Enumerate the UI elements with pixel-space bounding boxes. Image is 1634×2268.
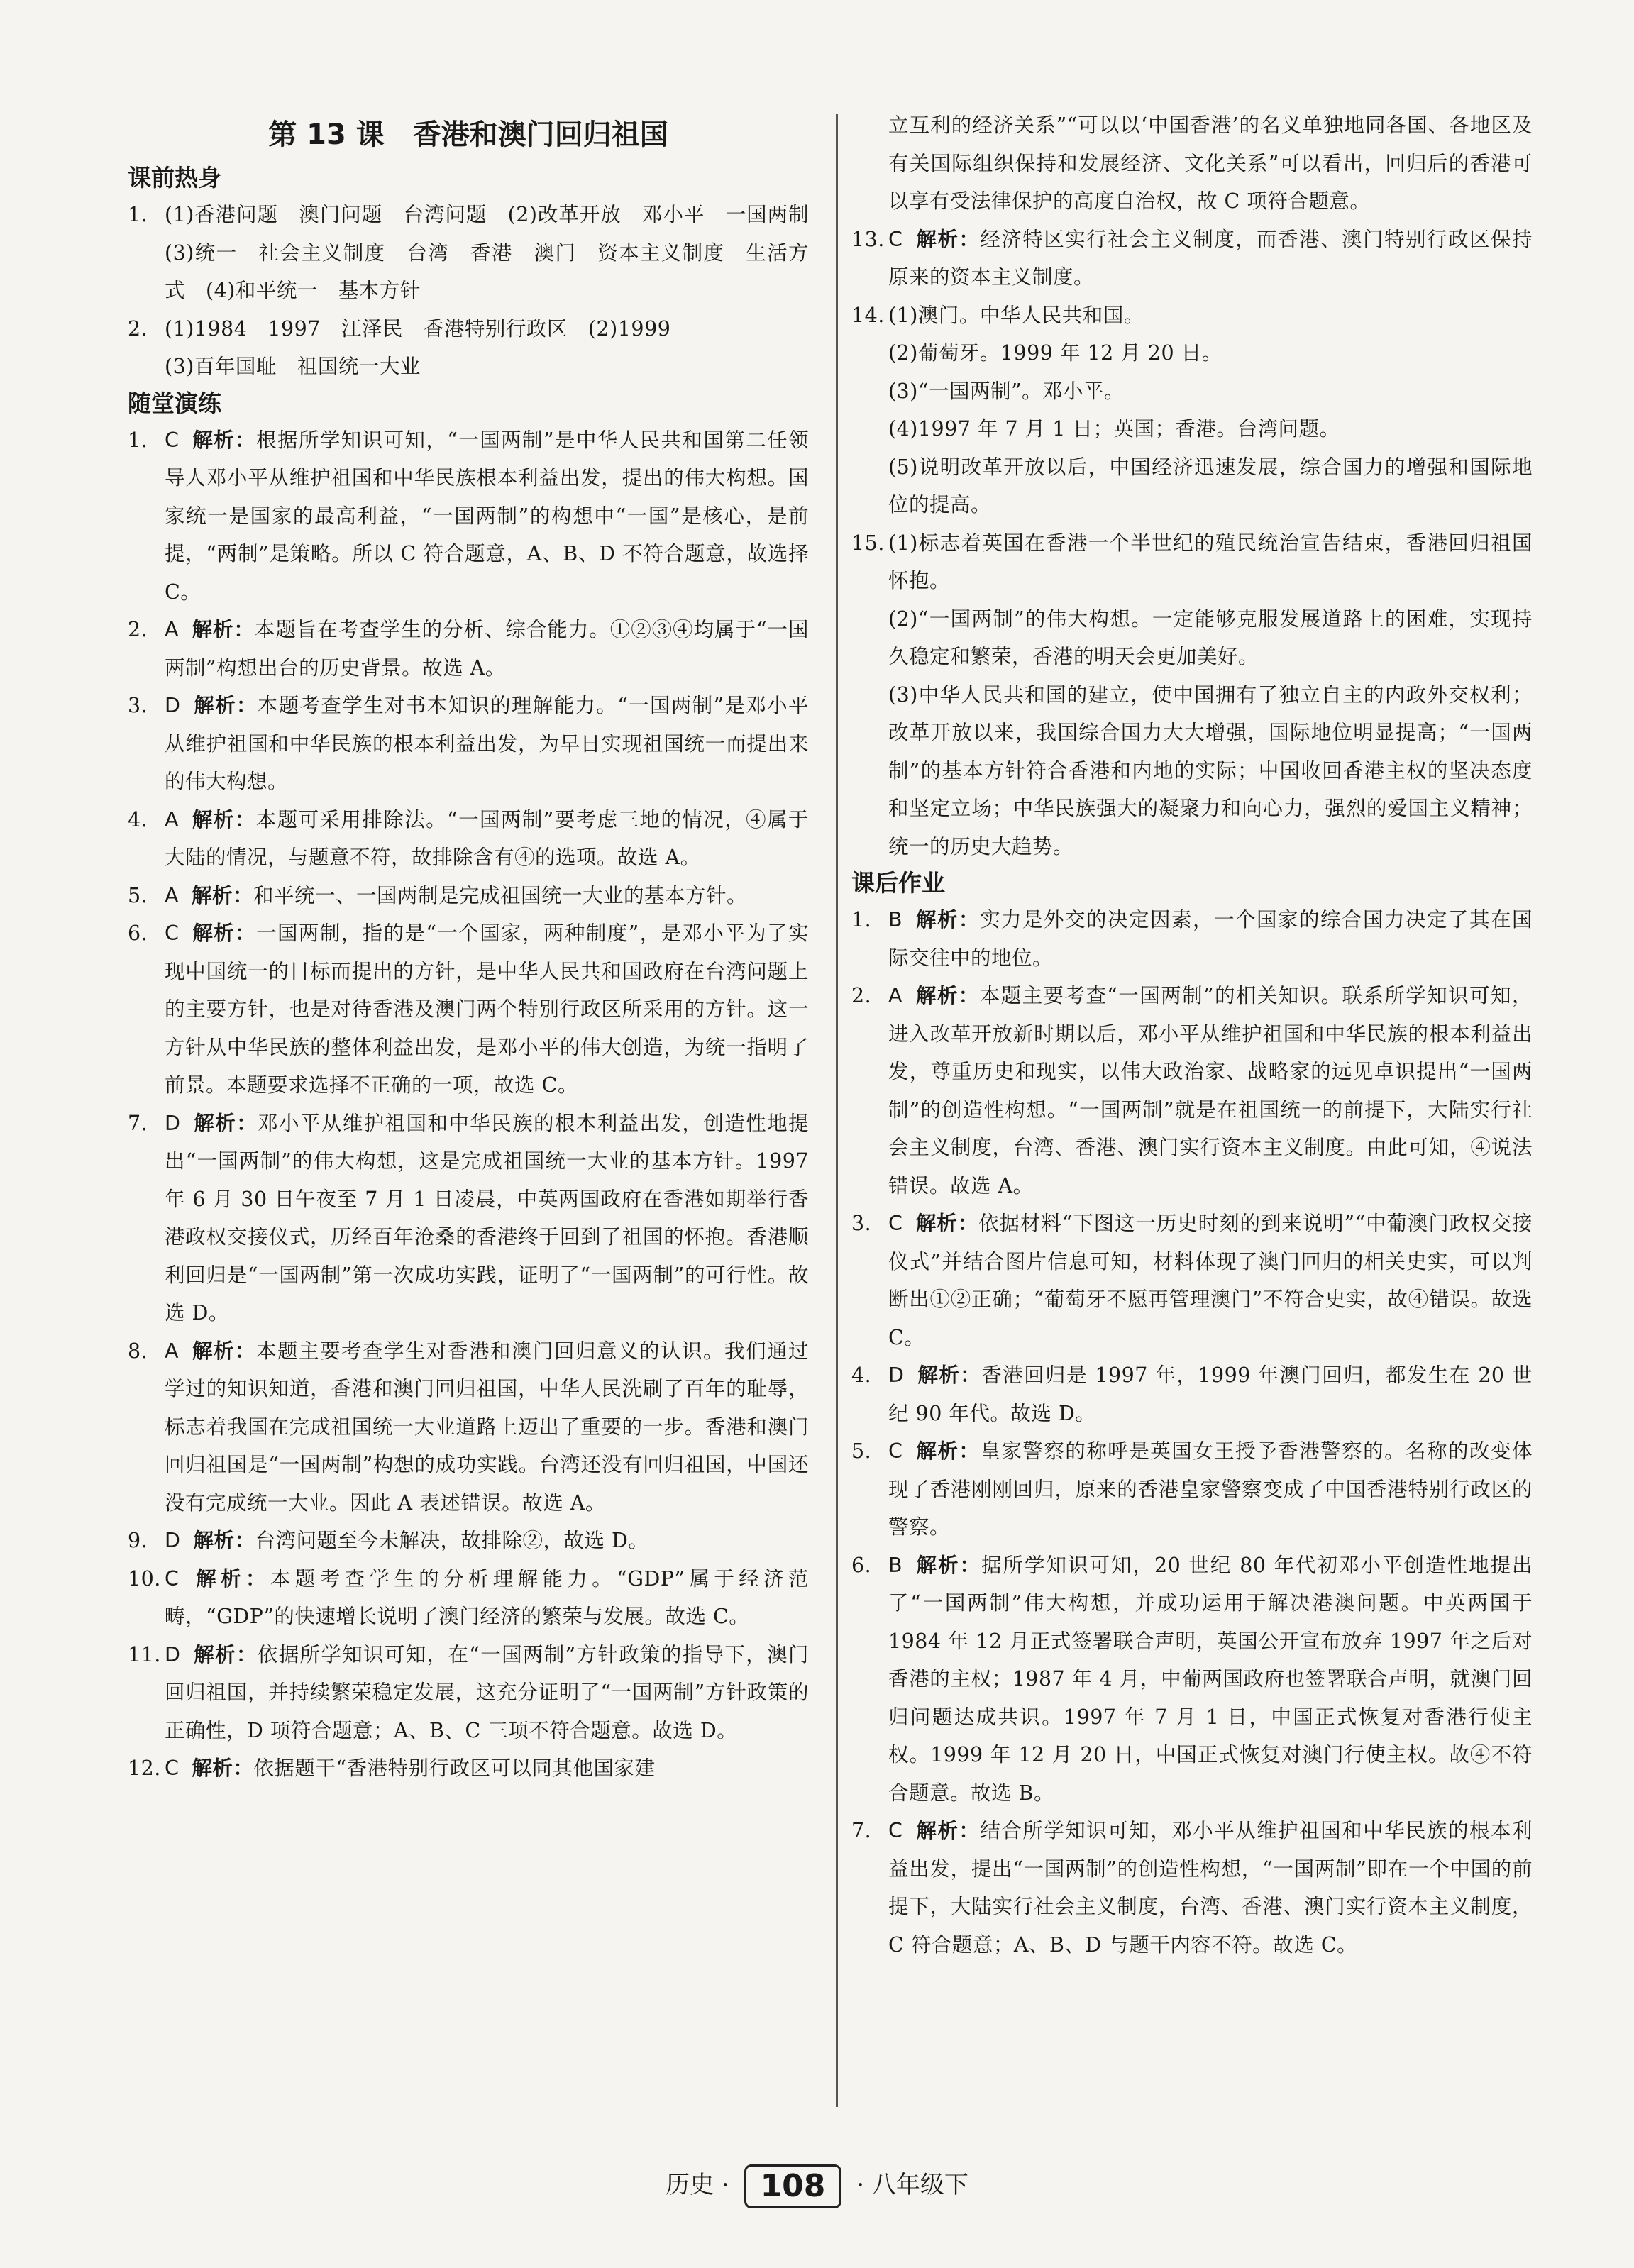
answer-part: (3)“一国两制”。邓小平。: [888, 379, 1125, 403]
analysis-text: 本题主要考查学生对香港和澳门回归意义的认识。我们通过学过的知识知道，香港和澳门回归祖国，中华人民洗刷了百年的耻辱，标志着我国在完成祖国统一大业道路上迈出了重要的一步。香港和澳门回归祖国是“一国两制”构想的成功实践。台湾还没有回归祖国，中国还没有完成统一大业。因此 A 表述错误。故选 A。: [165, 1339, 809, 1515]
section-heading-homework: 课后作业: [851, 869, 945, 897]
answer-item: [128, 1332, 809, 1522]
in-class-answer-list: [128, 421, 809, 1788]
analysis-label: 解析：: [192, 807, 256, 831]
analysis-text: 香港回归是 1997 年，1999 年澳门回归，都发生在 20 世纪 90 年代。故选 D。: [888, 1363, 1533, 1425]
answer-part: (3)中华人民共和国的建立，使中国拥有了独立自主的内政外交权利；改革开放以来，我国综合国力大大增强，国际地位明显提高；“一国两制”的基本方针符合香港和内地的实际；中国收回香港主权的坚决态度和坚定立场；中华民族强大的凝聚力和向心力，强烈的爱国主义精神；统一的历史大趋势。: [888, 682, 1533, 858]
answer-number: 2.: [851, 984, 872, 1007]
answer-item: [128, 611, 809, 687]
analysis-text: 邓小平从维护祖国和中华民族的根本利益出发，创造性地提出“一国两制”的伟大构想，这是完成祖国统一大业的基本方针。1997 年 6 月 30 日午夜至 7 月 1 日凌晨，中英两国政府在香港如期举行香港政权交接仪式，历经百年沧桑的香港终于回到了祖国的怀抱。香港顺利回归是“一国两制”第一次成功实践，证明了“一国两制”的可行性。故选 D。: [165, 1111, 809, 1324]
analysis-label: 解析：: [915, 227, 981, 251]
question-14: [851, 297, 1533, 524]
answer-number: 12.: [128, 1757, 161, 1780]
analysis-text: 本题旨在考查学生的分析、综合能力。①②③④均属于“一国两制”构想出台的历史背景。故选 A。: [165, 618, 809, 680]
answer-number: 10.: [128, 1566, 161, 1591]
answer-number: 3.: [128, 694, 148, 717]
analysis-text: 结合所学知识可知，邓小平从维护祖国和中华民族的根本利益出发，提出“一国两制”的创造性构想，“一国两制”即在一个中国的前提下，大陆实行社会主义制度，台湾、香港、澳门实行资本主义制度，C 符合题意；A、B、D 与题干内容不符。故选 C。: [888, 1819, 1533, 1957]
question-15: [851, 524, 1533, 866]
answer-letter: D: [165, 1529, 181, 1552]
answer-number: 13.: [851, 227, 885, 251]
analysis-label: 解析：: [917, 1363, 982, 1387]
page-footer: [0, 2164, 1634, 2208]
answer-letter: D: [165, 694, 181, 717]
answer-item: [128, 877, 809, 915]
analysis-text: 本题考查学生的分析理解能力。“GDP”属于经济范畴，“GDP”的快速增长说明了澳门经济的繁荣与发展。故选 C。: [165, 1566, 809, 1628]
analysis-label: 解析：: [192, 922, 257, 945]
analysis-label: 解析：: [915, 984, 980, 1007]
analysis-label: 解析：: [915, 1819, 981, 1842]
answer-number: 4.: [851, 1363, 872, 1387]
answer-letter: D: [165, 1111, 181, 1135]
answer-item: [128, 1560, 809, 1636]
analysis-label: 解析：: [193, 1111, 258, 1135]
answer-part: (1)澳门。中华人民共和国。: [888, 303, 1144, 327]
answer-item: [128, 801, 809, 877]
answer-item: [851, 1205, 1533, 1356]
answer-item: [851, 1547, 1533, 1813]
answer-letter: C: [165, 1566, 180, 1591]
analysis-label: 解析：: [192, 428, 257, 452]
answer-letter: C: [165, 1757, 180, 1780]
analysis-label: 解析：: [192, 883, 254, 907]
answer-number: 5.: [128, 883, 148, 907]
analysis-label: 解析：: [192, 1339, 256, 1363]
answer-number: 1.: [851, 908, 872, 931]
answer-letter: C: [165, 428, 180, 452]
answer-number: 11.: [128, 1642, 161, 1666]
analysis-label: 解析：: [192, 618, 255, 641]
answer-number: 6.: [128, 922, 148, 945]
answer-number: 2.: [128, 618, 148, 641]
analysis-label: 解析：: [193, 694, 258, 717]
answer-letter: A: [165, 618, 179, 641]
page-number: 108: [744, 2164, 842, 2208]
answer-item: [128, 1749, 809, 1788]
analysis-text: 根据所学知识可知，“一国两制”是中华人民共和国第二任领导人邓小平从维护祖国和中华民族根本利益出发，提出的伟大构想。国家统一是国家的最高利益，“一国两制”的构想中“一国”是核心，是前提，“两制”是策略。所以 C 符合题意，A、B、D 不符合题意，故选择 C。: [165, 428, 809, 604]
answer-number: 9.: [128, 1529, 148, 1552]
answer-number: 6.: [851, 1553, 872, 1577]
right-column: [851, 106, 1533, 1964]
analysis-text: 和平统一、一国两制是完成祖国统一大业的基本方针。: [253, 883, 748, 907]
answer-part: (2)葡萄牙。1999 年 12 月 20 日。: [888, 341, 1222, 365]
answer-item: [851, 977, 1533, 1205]
question-number: 14.: [851, 303, 885, 327]
column-divider: [836, 114, 838, 2107]
question-number: 15.: [851, 531, 885, 555]
analysis-label: 解析：: [915, 1553, 982, 1577]
question-number: 2.: [128, 316, 148, 341]
footer-subject: 历史 ·: [666, 2171, 729, 2199]
answer-letter: A: [165, 883, 179, 907]
answer-letter: C: [888, 1439, 903, 1463]
answer-item: [128, 1522, 809, 1560]
question-text: (3)百年国耻 祖国统一大业: [165, 355, 421, 378]
analysis-text: 依据材料“下图这一历史时刻的到来说明”“中葡澳门政权交接仪式”并结合图片信息可知，材料体现了澳门回归的相关史实，可以判断出①②正确；“葡萄牙不愿再管理澳门”不符合史实，故④错误。故选 C。: [888, 1212, 1533, 1349]
homework-answer-list: [851, 901, 1533, 1964]
analysis-label: 解析：: [192, 1566, 270, 1591]
answer-number: 3.: [851, 1212, 872, 1235]
answer-item: [128, 1105, 809, 1332]
answer-item: [128, 1636, 809, 1750]
analysis-text: 依据所学知识可知，在“一国两制”方针政策的指导下，澳门回归祖国，并持续繁荣稳定发展，这充分证明了“一国两制”方针政策的正确性，D 项符合题意；A、B、C 三项不符合题意。故选 D。: [165, 1642, 809, 1742]
analysis-text: 据所学知识可知，20 世纪 80 年代初邓小平创造性地提出了“一国两制”伟大构想，并成功运用于解决港澳问题。中英两国于 1984 年 12 月正式签署联合声明，英国公开宣布放弃 1997 年之后对香港的主权；1987 年 4 月，中葡两国政府也签署联合声明，就澳门回归问题达成共识。1997 年 7 月 1 日，中国正式恢复对香港行使主权。1999 年 12 月 20 日，中国正式恢复对澳门行使主权。故④不符合题意。故选 B。: [888, 1553, 1533, 1805]
answer-12-continued: 立互利的经济关系”“可以以‘中国香港’的名义单独地同各国、各地区及有关国际组织保持和发展经济、文化关系”可以看出，回归后的香港可以享有受法律保护的高度自治权，故 C 项符合题意。: [888, 114, 1533, 213]
answer-number: 5.: [851, 1439, 872, 1463]
answer-letter: A: [888, 984, 902, 1007]
analysis-label: 解析：: [915, 908, 981, 931]
analysis-label: 解析：: [915, 1439, 981, 1463]
analysis-label: 解析：: [193, 1529, 255, 1552]
footer-grade: · 八年级下: [856, 2171, 968, 2199]
analysis-text: 实力是外交的决定因素，一个国家的综合国力决定了其在国际交往中的地位。: [888, 908, 1533, 970]
answer-part: (1)标志着英国在香港一个半世纪的殖民统治宣告结束，香港回归祖国怀抱。: [888, 531, 1533, 592]
answer-part: (4)1997 年 7 月 1 日；英国；香港。台湾问题。: [888, 417, 1340, 441]
question-1: [128, 196, 830, 310]
answer-letter: A: [165, 1339, 179, 1363]
answer-item: [851, 901, 1533, 977]
answer-part: (2)“一国两制”的伟大构想。一定能够克服发展道路上的困难，实现持久稳定和繁荣，香港的明天会更加美好。: [888, 607, 1533, 668]
answer-number: 7.: [851, 1819, 872, 1842]
answer-number: 1.: [128, 428, 148, 452]
answer-item: [128, 687, 809, 801]
analysis-text: 依据题干“香港特别行政区可以同其他国家建: [253, 1757, 656, 1780]
answer-letter: D: [165, 1642, 181, 1666]
question-text: (1)香港问题 澳门问题 台湾问题 (2)改革开放 邓小平 一国两制 (3)统一 社会主义制度 台湾 香港 澳门 资本主义制度 生活方式 (4)和平统一 基本方针: [165, 203, 830, 302]
answer-item: [851, 1812, 1533, 1964]
answer-number: 8.: [128, 1339, 148, 1363]
answer-letter: C: [165, 922, 180, 945]
answer-letter: B: [888, 908, 903, 931]
analysis-text: 皇家警察的称呼是英国女王授予香港警察的。名称的改变体现了香港刚刚回归，原来的香港皇家警察变成了中国香港特别行政区的警察。: [888, 1439, 1533, 1539]
analysis-text: 经济特区实行社会主义制度，而香港、澳门特别行政区保持原来的资本主义制度。: [888, 227, 1533, 289]
answer-item: [128, 421, 809, 612]
answer-letter: C: [888, 1212, 903, 1235]
analysis-text: 台湾问题至今未解决，故排除②，故选 D。: [255, 1529, 649, 1552]
page-title: 第 13 课 香港和澳门回归祖国: [268, 118, 668, 151]
analysis-text: 本题主要考查“一国两制”的相关知识。联系所学知识可知，进入改革开放新时期以后，邓小平从维护祖国和中华民族的根本利益出发，尊重历史和现实，以伟大政治家、战略家的远见卓识提出“一国两制”的创造性构想。“一国两制”就是在祖国统一的前提下，大陆实行社会主义制度，台湾、香港、澳门实行资本主义制度。由此可知，④说法错误。故选 A。: [888, 984, 1533, 1197]
answer-item: [851, 221, 1533, 297]
answer-number: 7.: [128, 1111, 148, 1135]
section-heading-pre-class: 课前热身: [128, 164, 221, 192]
answer-number: 4.: [128, 807, 148, 831]
answer-item: [128, 914, 809, 1105]
analysis-label: 解析：: [192, 1757, 254, 1780]
answer-letter: C: [888, 1819, 903, 1842]
question-number: 1.: [128, 203, 148, 226]
answer-letter: D: [888, 1363, 905, 1387]
analysis-label: 解析：: [193, 1642, 258, 1666]
analysis-text: 本题可采用排除法。“一国两制”要考虑三地的情况，④属于大陆的情况，与题意不符，故排除含有④的选项。故选 A。: [165, 807, 809, 869]
question-2: [128, 310, 809, 386]
left-column: [128, 106, 830, 1788]
answer-letter: B: [888, 1553, 903, 1577]
answer-letter: A: [165, 807, 179, 831]
answer-item: [851, 1432, 1533, 1547]
section-heading-in-class: 随堂演练: [128, 389, 221, 417]
answer-letter: C: [888, 227, 903, 251]
analysis-text: 本题考查学生对书本知识的理解能力。“一国两制”是邓小平从维护祖国和中华民族的根本利益出发，为早日实现祖国统一而提出来的伟大构想。: [165, 694, 809, 793]
analysis-text: 一国两制，指的是“一个国家，两种制度”，是邓小平为了实现中国统一的目标而提出的方针，是中华人民共和国政府在台湾问题上的主要方针，也是对待香港及澳门两个特别行政区所采用的方针。这一方针从中华民族的整体利益出发，是邓小平的伟大创造，为统一指明了前景。本题要求选择不正确的一项，故选 C。: [165, 922, 809, 1097]
answer-part: (5)说明改革开放以后，中国经济迅速发展，综合国力的增强和国际地位的提高。: [888, 455, 1533, 516]
analysis-label: 解析：: [915, 1212, 979, 1235]
question-text: (1)1984 1997 江泽民 香港特别行政区 (2)1999: [165, 316, 671, 341]
answer-item: [851, 1356, 1533, 1432]
